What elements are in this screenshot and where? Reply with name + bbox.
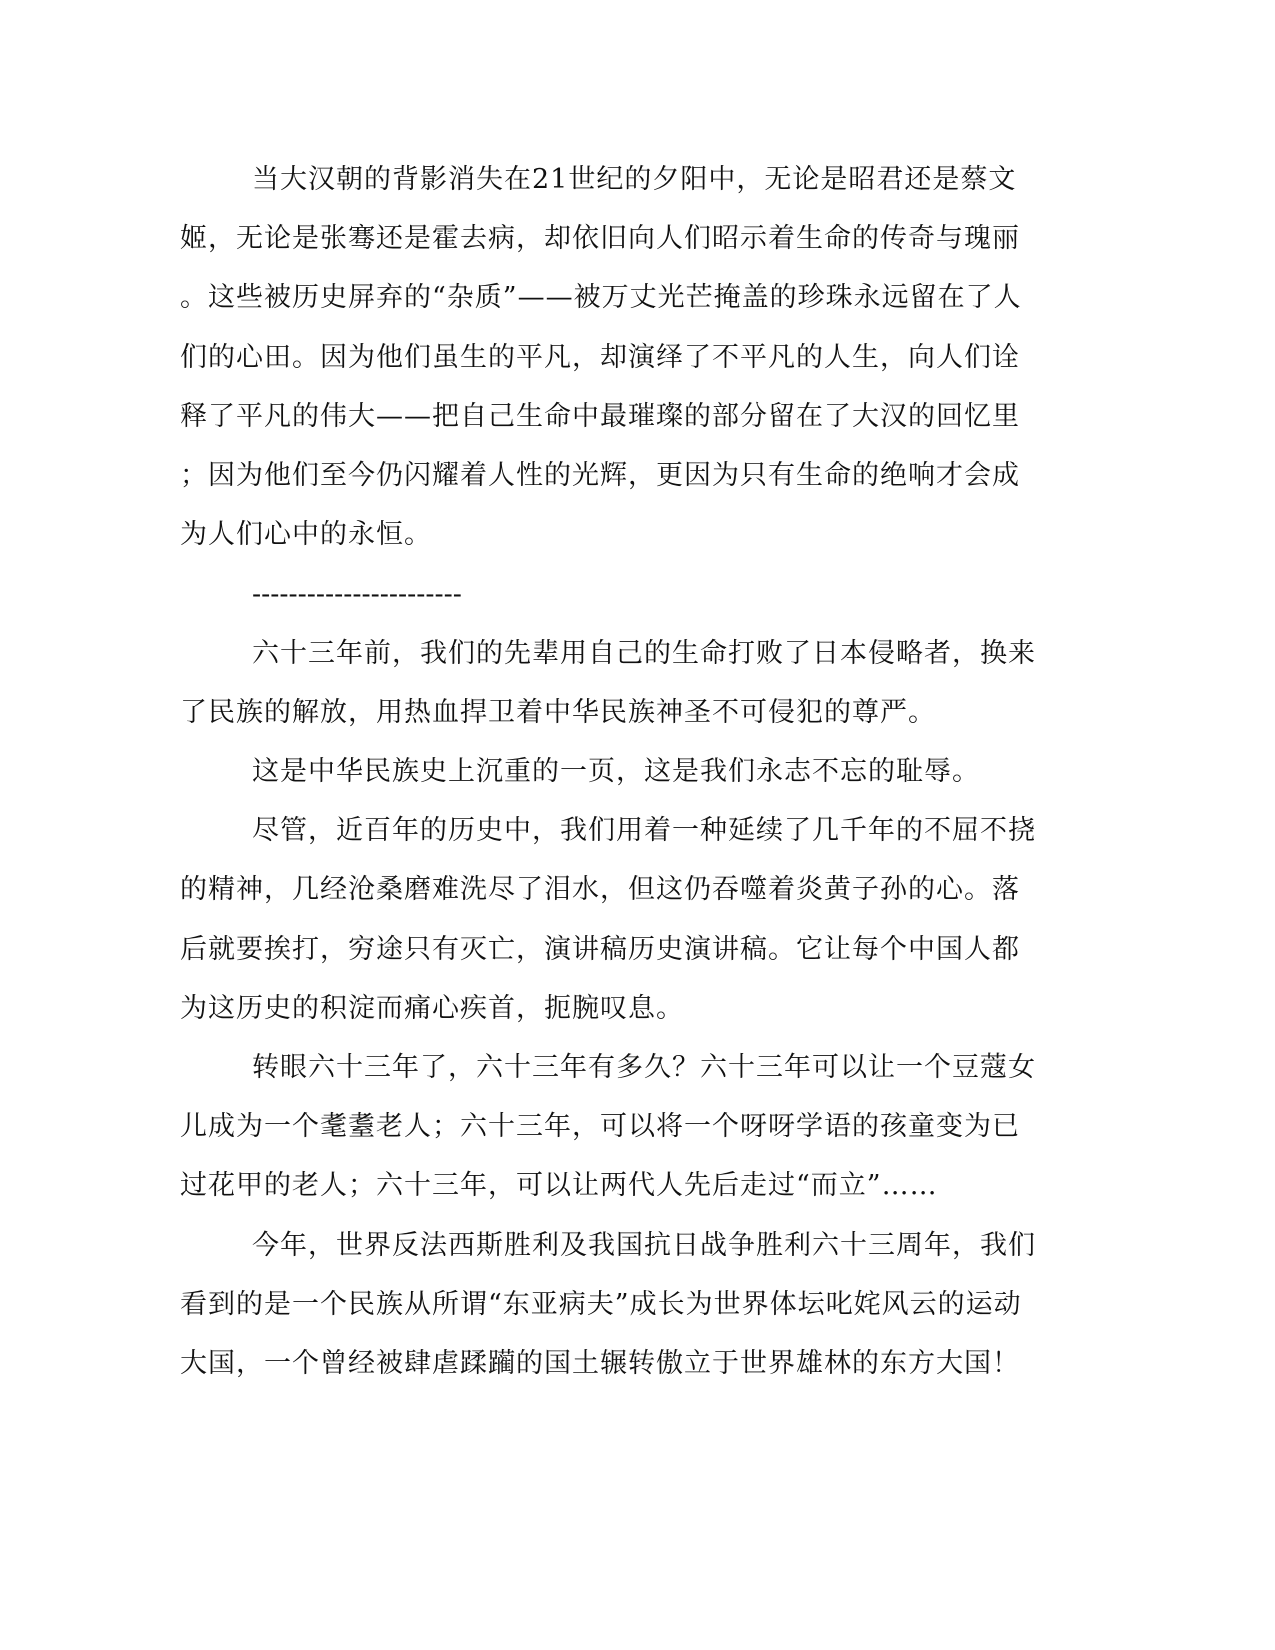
paragraph-1-line-2: 姬，无论是张骞还是霍去病，却依旧向人们昭示着生命的传奇与瑰丽 [180, 223, 1020, 254]
paragraph-1-line-1: 当大汉朝的背影消失在21世纪的夕阳中，无论是昭君还是蔡文 [252, 164, 1017, 195]
paragraph-4-line-4: 为这历史的积淀而痛心疾首，扼腕叹息。 [180, 993, 684, 1024]
paragraph-4-line-3: 后就要挨打，穷途只有灭亡，演讲稿历史演讲稿。它让每个中国人都 [180, 934, 1020, 965]
paragraph-1-line-3: 。这些被历史屏弃的“杂质”——被万丈光芒掩盖的珍珠永远留在了人 [180, 282, 1022, 313]
paragraph-1-line-6: ；因为他们至今仍闪耀着人性的光辉，更因为只有生命的绝响才会成 [180, 460, 1020, 491]
paragraph-6-line-3: 大国，一个曾经被肆虐蹂躏的国土辗转傲立于世界雄林的东方大国！ [180, 1348, 1020, 1379]
paragraph-6-line-1: 今年，世界反法西斯胜利及我国抗日战争胜利六十三周年，我们 [252, 1230, 1036, 1261]
paragraph-4-line-2: 的精神，几经沧桑磨难洗尽了泪水，但这仍吞噬着炎黄子孙的心。落 [180, 874, 1020, 905]
paragraph-1-line-5: 释了平凡的伟大——把自己生命中最璀璨的部分留在了大汉的回忆里 [180, 401, 1020, 432]
paragraph-4-line-1: 尽管，近百年的历史中，我们用着一种延续了几千年的不屈不挠 [252, 815, 1036, 846]
paragraph-1-line-4: 们的心田。因为他们虽生的平凡，却演绎了不平凡的人生，向人们诠 [180, 342, 1020, 373]
paragraph-2-line-1: 六十三年前，我们的先辈用自己的生命打败了日本侵略者，换来 [252, 638, 1036, 669]
paragraph-6-line-2: 看到的是一个民族从所谓“东亚病夫”成长为世界体坛叱姹风云的运动 [180, 1289, 1022, 1320]
paragraph-5-line-3: 过花甲的老人；六十三年，可以让两代人先后走过“而立”…… [180, 1170, 938, 1201]
paragraph-5-line-1: 转眼六十三年了，六十三年有多久？六十三年可以让一个豆蔻女 [252, 1052, 1036, 1083]
paragraph-1-line-7: 为人们心中的永恒。 [180, 519, 432, 550]
paragraph-5-line-2: 儿成为一个耄耋老人；六十三年，可以将一个呀呀学语的孩童变为已 [180, 1111, 1020, 1142]
paragraph-2-line-2: 了民族的解放，用热血捍卫着中华民族神圣不可侵犯的尊严。 [180, 697, 936, 728]
dashed-separator: ----------------------- [252, 579, 462, 610]
paragraph-3-line-1: 这是中华民族史上沉重的一页，这是我们永志不忘的耻辱。 [252, 756, 980, 787]
